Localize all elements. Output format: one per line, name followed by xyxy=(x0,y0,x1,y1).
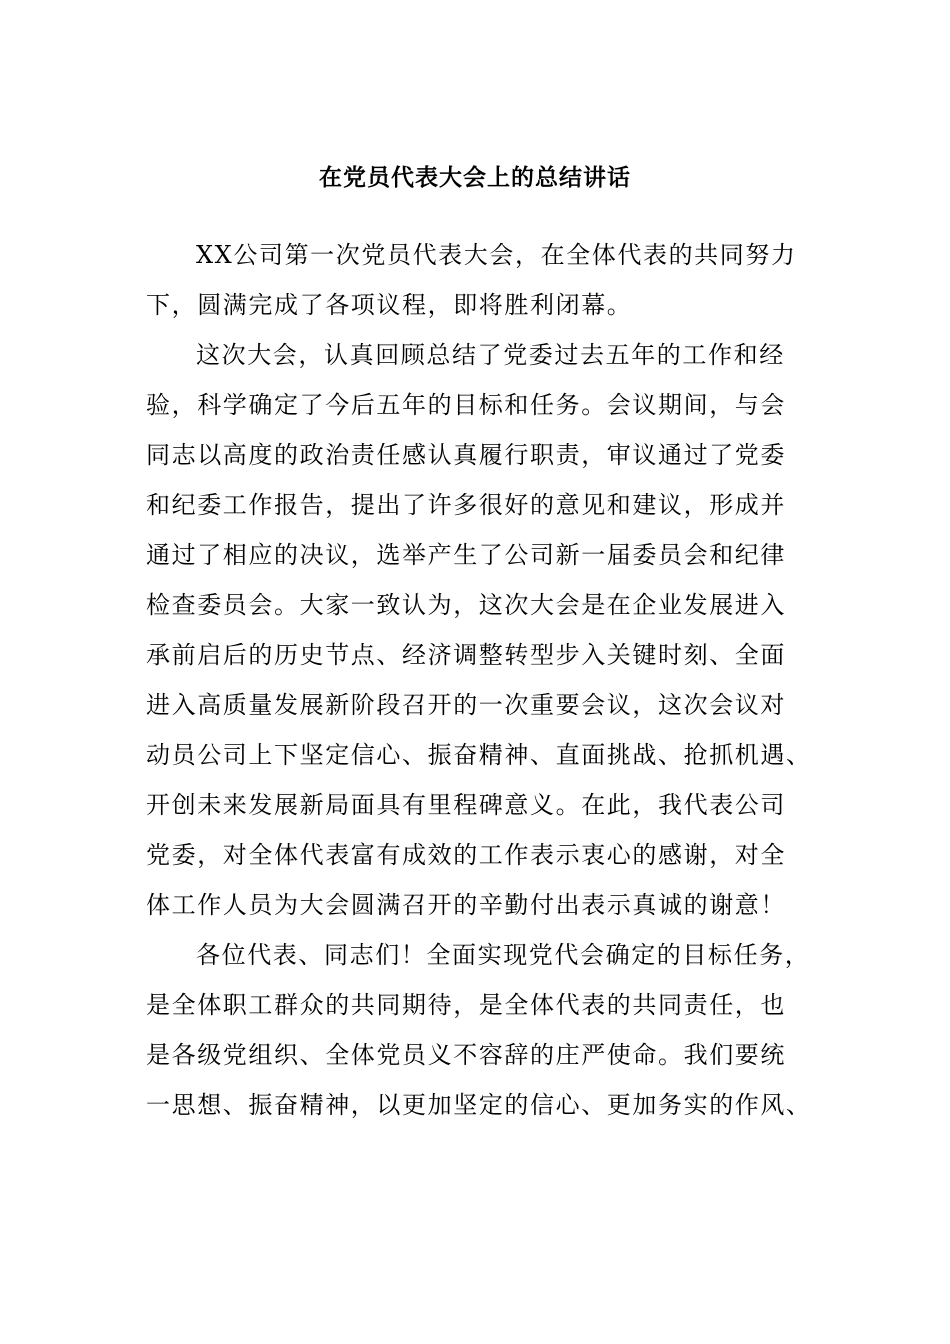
paragraph-2-line-11: 党委，对全体代表富有成效的工作表示衷心的感谢，对全 xyxy=(146,841,786,869)
document-body xyxy=(146,230,812,1130)
paragraph-2-line-9: 动员公司上下坚定信心、振奋精神、直面挑战、抢抓机遇、 xyxy=(146,741,812,769)
document-title: 在党员代表大会上的总结讲话 xyxy=(319,164,631,191)
paragraph-2-line-8: 进入高质量发展新阶段召开的一次重要会议，这次会议对 xyxy=(146,691,786,719)
paragraph-3-line-4: 一思想、振奋精神，以更加坚定的信心、更加务实的作风、 xyxy=(146,1091,812,1119)
paragraph-2-line-1: 这次大会，认真回顾总结了党委过去五年的工作和经 xyxy=(196,341,785,369)
paragraph-2-line-2: 验，科学确定了今后五年的目标和任务。会议期间，与会 xyxy=(146,391,786,419)
paragraph-3-line-2: 是全体职工群众的共同期待，是全体代表的共同责任，也 xyxy=(146,991,786,1019)
paragraph-2-line-6: 检查委员会。大家一致认为，这次大会是在企业发展进入 xyxy=(146,591,786,619)
paragraph-3-line-3: 是各级党组织、全体党员义不容辞的庄严使命。我们要统 xyxy=(146,1041,786,1069)
paragraph-2-line-3: 同志以高度的政治责任感认真履行职责，审议通过了党委 xyxy=(146,441,786,469)
paragraph-2-line-4: 和纪委工作报告，提出了许多很好的意见和建议，形成并 xyxy=(146,491,786,519)
paragraph-3-line-1: 各位代表、同志们！全面实现党代会确定的目标任务， xyxy=(196,941,811,969)
paragraph-2-line-12: 体工作人员为大会圆满召开的辛勤付出表示真诚的谢意！ xyxy=(146,891,786,919)
paragraph-1-line-1: XX公司第一次党员代表大会，在全体代表的共同努力 xyxy=(196,241,797,269)
paragraph-2-line-7: 承前启后的历史节点、经济调整转型步入关键时刻、全面 xyxy=(146,641,786,669)
paragraph-1-line-2: 下，圆满完成了各项议程，即将胜利闭幕。 xyxy=(146,291,633,319)
paragraph-2-line-5: 通过了相应的决议，选举产生了公司新一届委员会和纪律 xyxy=(146,541,786,569)
paragraph-2-line-10: 开创未来发展新局面具有里程碑意义。在此，我代表公司 xyxy=(146,791,786,819)
